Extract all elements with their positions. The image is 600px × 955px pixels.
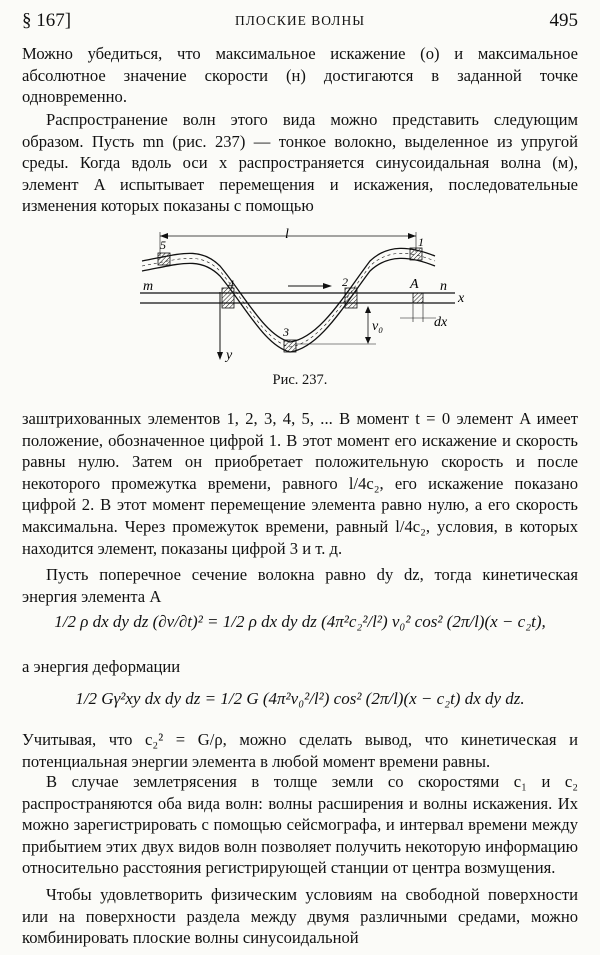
paragraph-6: Учитывая, что c₂² = G/ρ, можно сделать вывод, что кинетическая и потенциальная энергии элемента в любой момент времени равны. <box>22 730 578 771</box>
paragraph-5: а энергия деформации <box>22 657 181 676</box>
page-number: 495 <box>549 10 578 31</box>
section-number: § 167] <box>22 10 72 31</box>
equation-kinetic-energy: 1/2 ρ dx dy dz (∂v/∂t)² = 1/2 ρ dx dy dz (4π²c₂²/l²) v₀² cos² (2π/l)(x − c₂t), <box>54 612 546 631</box>
paragraph-4: Пусть поперечное сечение волокна равно dy dz, тогда кинетическая энергия элемента A <box>22 565 578 606</box>
dimension-v0 <box>296 306 376 344</box>
fiber-rest <box>140 293 455 303</box>
label-x: x <box>458 291 465 306</box>
dimension-dx <box>400 304 436 322</box>
paragraph-2: Распространение волн этого вида можно представить следующим образом. Пусть mn (рис. 237) — тонкое волокно, выделенное из упругой среды. Когда вдоль оси x распространяется синусоидальная волна (м), элемент A испытывает перемещения и искажения, последовательные изменения которых показаны с помощью <box>22 110 578 216</box>
running-title: ПЛОСКИЕ ВОЛНЫ <box>235 13 365 28</box>
element-4 <box>222 288 234 308</box>
paragraph-7: В случае землетрясения в толще земли со скоростями c₁ и c₂ распространяются оба вида волн: волны расширения и волны искажения. Их можно зарегистрировать с помощью сейсмографа, и интервал времени между прибытием этих двух видов волн позволяет получить некоторую информацию относительно расстояния регистрирующей станции от центра возмущения. <box>22 772 578 878</box>
label-m: m <box>143 279 154 294</box>
label-A: A <box>410 277 419 292</box>
label-1: 1 <box>418 235 424 249</box>
label-dx: dx <box>434 315 448 330</box>
label-3: 3 <box>283 325 289 339</box>
label-v0: v₀ <box>372 319 384 334</box>
element-2 <box>345 288 357 308</box>
equation-strain-energy: 1/2 Gγ²xy dx dy dz = 1/2 G (4π²v₀²/l²) cos² (2π/l)(x − c₂t) dx dy dz. <box>75 689 525 708</box>
running-header <box>22 10 578 34</box>
label-5: 5 <box>160 238 166 252</box>
label-l: l <box>285 227 289 242</box>
label-2: 2 <box>342 275 348 289</box>
paragraph-3: заштрихованных элементов 1, 2, 3, 4, 5, ... В момент t = 0 элемент A имеет положение, обозначенное цифрой 1. В этот момент его искажение и скорость равны нулю. Затем он приобретает положительную скорость и после некоторого промежутка времени, равного l/4c₂, его искажение показано цифрой 2. В этот момент перемещение элемента равно нулю, а его скорость максимальна. Через промежуток времени, равный l/4c₂, условия, в которых находится элемент, показаны цифрой 3 и т. д. <box>22 409 578 558</box>
figure-237 <box>120 226 480 376</box>
paragraph-1: Можно убедиться, что максимальное искажение (о) и максимальное абсолютное значение скорости (н) достигаются в заданной точке одновременно. <box>22 44 578 107</box>
propagation-arrow <box>288 283 332 289</box>
paragraph-8: Чтобы удовлетворить физическим условиям на свободной поверхности или на поверхности раздела между двумя различными средами, можно комбинировать плоские волны синусоидальной <box>22 885 578 948</box>
element-A <box>413 293 423 303</box>
element-3 <box>284 340 296 352</box>
label-y: y <box>226 348 233 363</box>
label-4: 4 <box>228 277 234 291</box>
label-n: n <box>440 279 447 294</box>
figure-caption: Рис. 237. <box>272 372 328 388</box>
